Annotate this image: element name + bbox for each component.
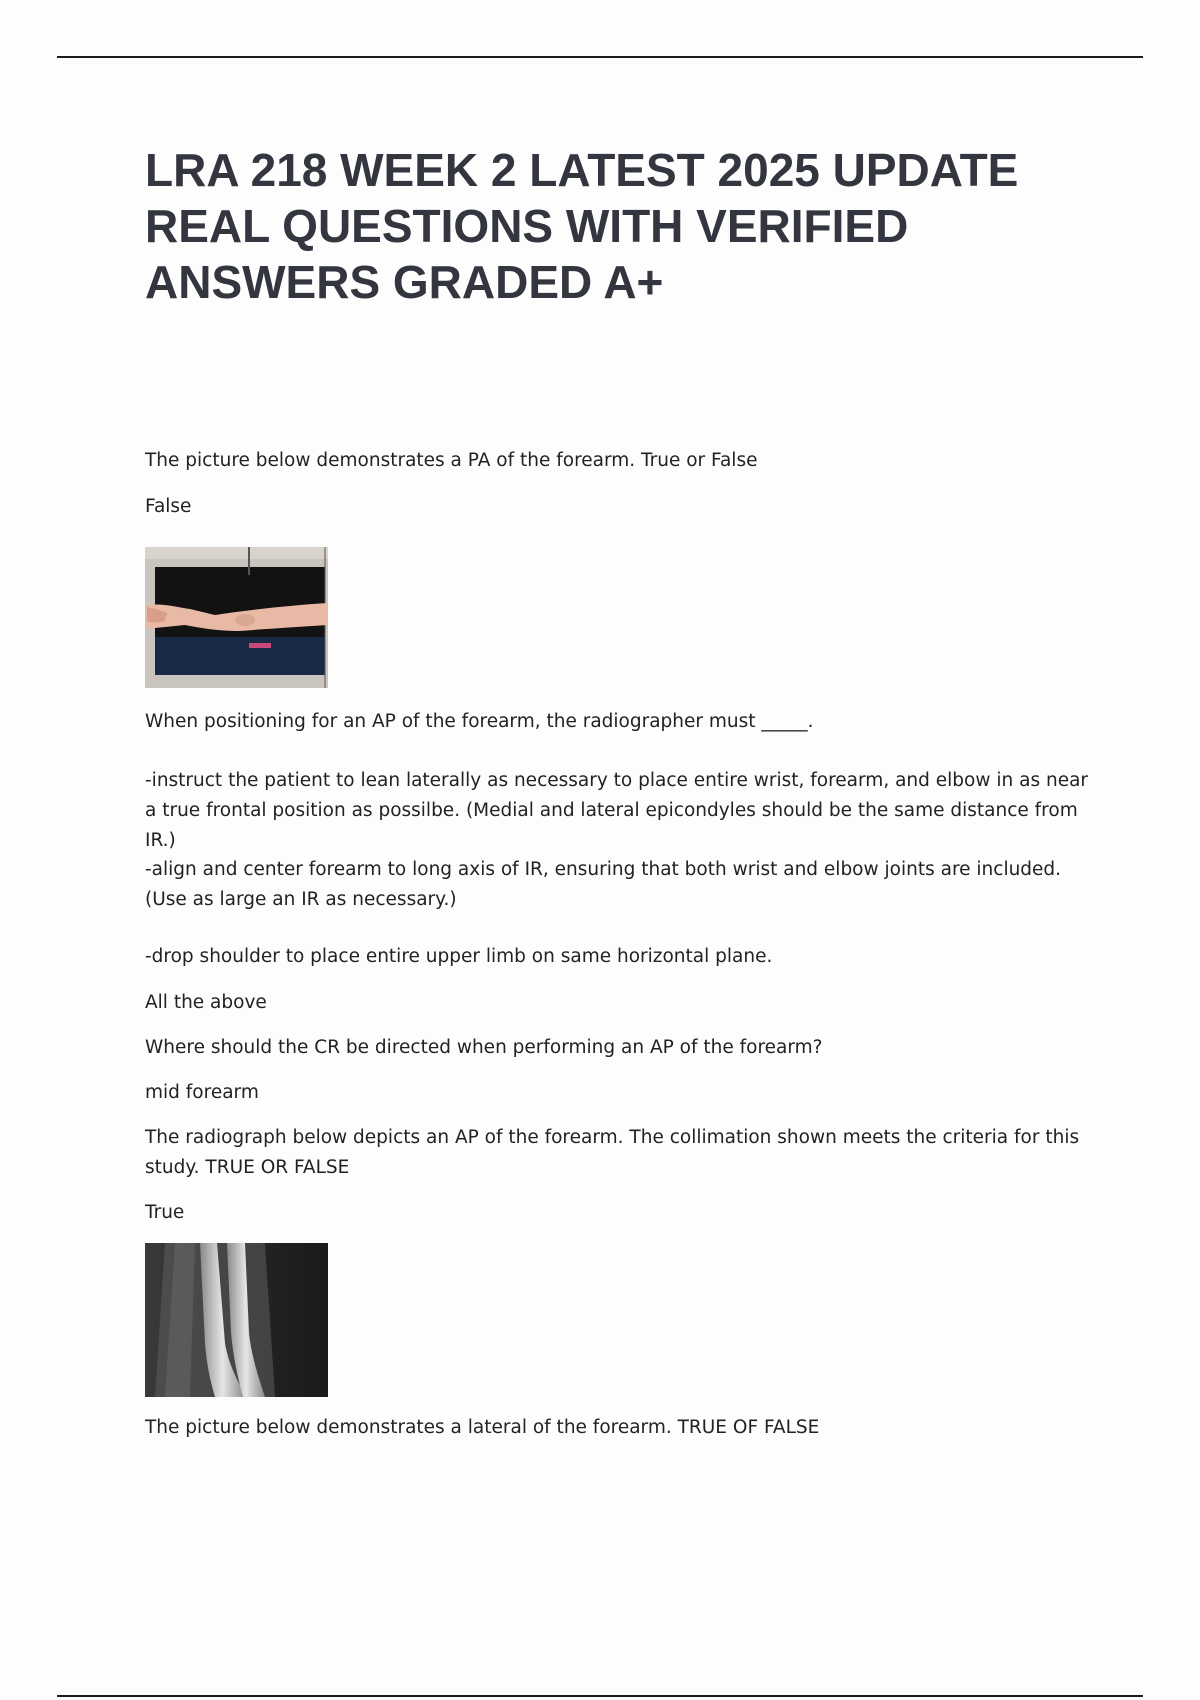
answer-1: False [145, 496, 192, 517]
top-divider [57, 56, 1143, 58]
question-1: The picture below demonstrates a PA of the forearm. True or False [145, 450, 758, 471]
forearm-radiograph-icon [145, 1243, 328, 1397]
option-1: -instruct the patient to lean laterally as necessary to place entire wrist, forearm, and elbow in as near a true frontal position as possilbe. (Medial and lateral epicondyles should be the same distance from IR.) [145, 770, 1089, 851]
option-2: -align and center forearm to long axis of IR, ensuring that both wrist and elbow joints are included. (Use as large an IR as necessary.) [145, 859, 1062, 910]
answer-3: mid forearm [145, 1082, 259, 1103]
question-5: The picture below demonstrates a lateral of the forearm. TRUE OF FALSE [145, 1417, 820, 1438]
question-3: Where should the CR be directed when performing an AP of the forearm? [145, 1037, 823, 1058]
question-2: When positioning for an AP of the forearm, the radiographer must _____. [145, 711, 814, 732]
answer-4: True [145, 1202, 185, 1223]
option-3: -drop shoulder to place entire upper limb on same horizontal plane. [145, 946, 773, 967]
bottom-divider [57, 1695, 1143, 1697]
document-title: LRA 218 WEEK 2 LATEST 2025 UPDATE REAL QUESTIONS WITH VERIFIED ANSWERS GRADED A+ [145, 144, 1019, 308]
question-4: The radiograph below depicts an AP of the forearm. The collimation shown meets the criteria for this study. TRUE OR FALSE [145, 1127, 1080, 1178]
answer-2: All the above [145, 992, 267, 1013]
forearm-positioning-photo-icon [145, 547, 328, 688]
